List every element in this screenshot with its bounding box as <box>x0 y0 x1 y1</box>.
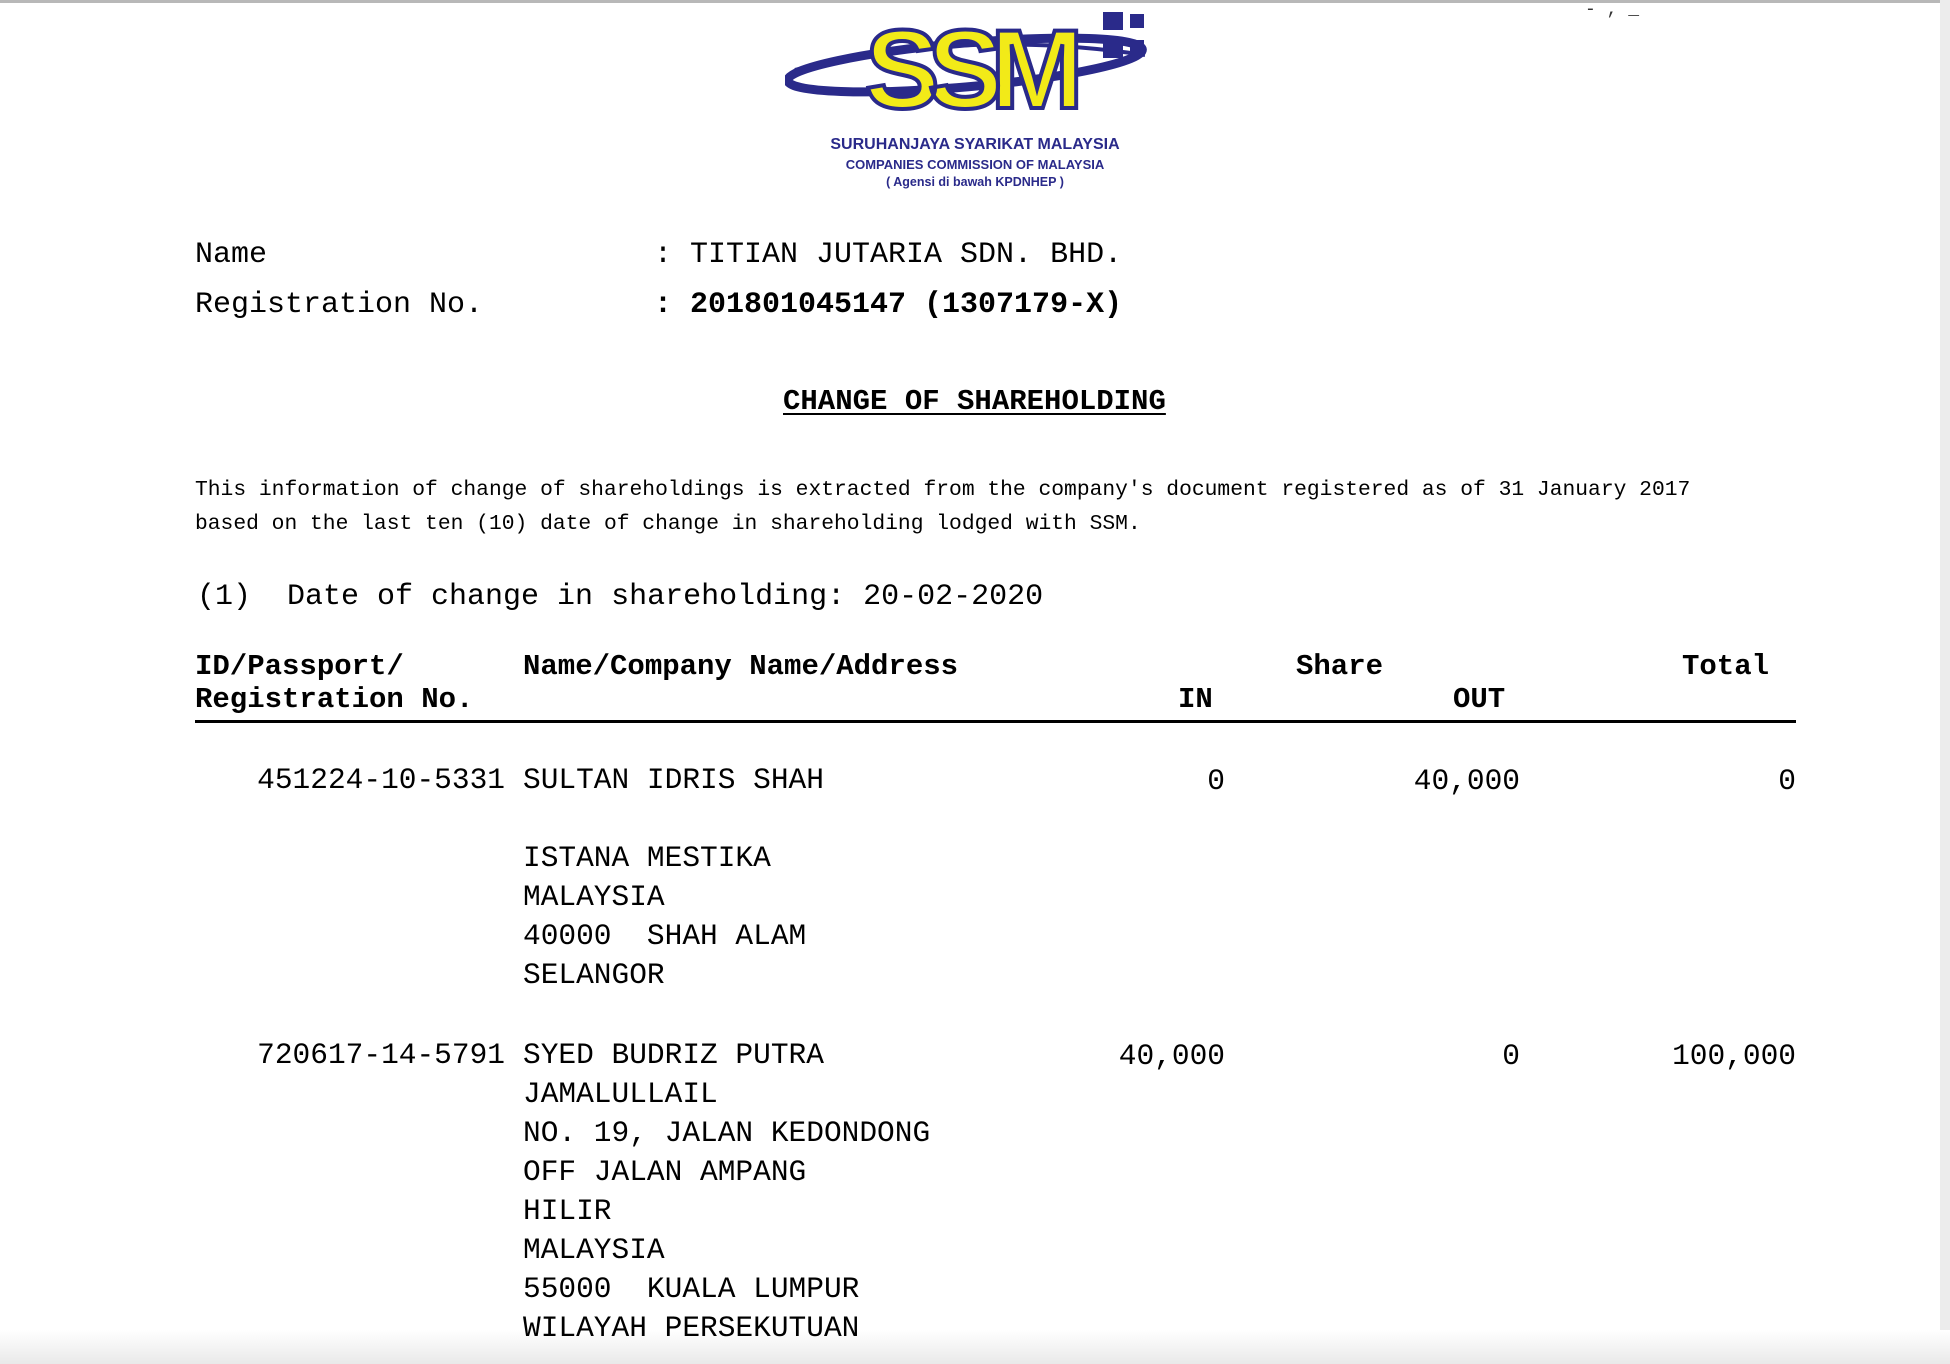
registration-label: Registration No. <box>195 288 484 322</box>
row-address-line: 40000 SHAH ALAM <box>523 919 807 953</box>
logo-line-malay: SURUHANJAYA SYARIKAT MALAYSIA <box>830 136 1120 153</box>
row-address-line: SELANGOR <box>523 958 665 992</box>
row-address-line: MALAYSIA <box>523 1233 665 1267</box>
header-in: IN <box>1178 683 1213 716</box>
page-bottom-edge <box>0 1330 1950 1364</box>
row-share-out: 40,000 <box>1413 764 1520 798</box>
row-id: 720617-14-5791 <box>257 1038 505 1072</box>
row-address-line: HILIR <box>523 1194 612 1228</box>
intro-line-1: This information of change of shareholdings is extracted from the company's document registered as of 31 January 2017 <box>195 478 1691 502</box>
vertical-scrollbar[interactable] <box>1940 0 1950 1364</box>
registration-number-value: : 201801045147 (1307179-X) <box>654 288 1123 322</box>
logo-line-agency: ( Agensi di bawah KPDNHEP ) <box>886 175 1064 189</box>
row-address-line: NO. 19, JALAN KEDONDONG <box>523 1116 931 1150</box>
header-id-passport: ID/Passport/ <box>195 650 404 683</box>
logo-line-english: COMPANIES COMMISSION OF MALAYSIA <box>845 157 1105 172</box>
row-id: 451224-10-5331 <box>257 763 505 797</box>
row-share-in: 40,000 <box>1118 1039 1225 1073</box>
header-total: Total <box>1682 650 1770 683</box>
row-name-line: SULTAN IDRIS SHAH <box>523 763 824 797</box>
header-share: Share <box>1296 650 1384 683</box>
row-name-line: SYED BUDRIZ PUTRA <box>523 1038 824 1072</box>
intro-line-2: based on the last ten (10) date of change in shareholding lodged with SSM. <box>195 512 1141 536</box>
ssm-logo-letters: SSM <box>865 7 1072 130</box>
row-name-line: JAMALULLAIL <box>523 1077 718 1111</box>
change-date-heading: (1) Date of change in shareholding: 20-02-2020 <box>197 580 1044 614</box>
row-address-line: OFF JALAN AMPANG <box>523 1155 807 1189</box>
page-corner-fragment: - , _ <box>1585 0 1640 20</box>
row-address-line: MALAYSIA <box>523 880 665 914</box>
row-total: 100,000 <box>1672 1039 1796 1073</box>
name-label: Name <box>195 238 268 272</box>
row-address-line: 55000 KUALA LUMPUR <box>523 1272 860 1306</box>
ssm-logo-mark <box>785 0 1165 130</box>
row-total: 0 <box>1778 764 1796 798</box>
row-address-line: ISTANA MESTIKA <box>523 841 771 875</box>
row-share-out: 0 <box>1502 1039 1520 1073</box>
row-address-line: WILAYAH PERSEKUTUAN <box>523 1311 860 1345</box>
header-registration-no: Registration No. <box>195 683 474 716</box>
header-name-address: Name/Company Name/Address <box>523 650 959 683</box>
ssm-logo <box>785 0 1165 200</box>
header-out: OUT <box>1453 683 1506 716</box>
company-name-value: : TITIAN JUTARIA SDN. BHD. <box>654 238 1123 272</box>
row-share-in: 0 <box>1207 764 1225 798</box>
intro-text <box>195 473 1690 541</box>
header-divider <box>195 720 1796 723</box>
page-title: CHANGE OF SHAREHOLDING <box>783 385 1166 418</box>
